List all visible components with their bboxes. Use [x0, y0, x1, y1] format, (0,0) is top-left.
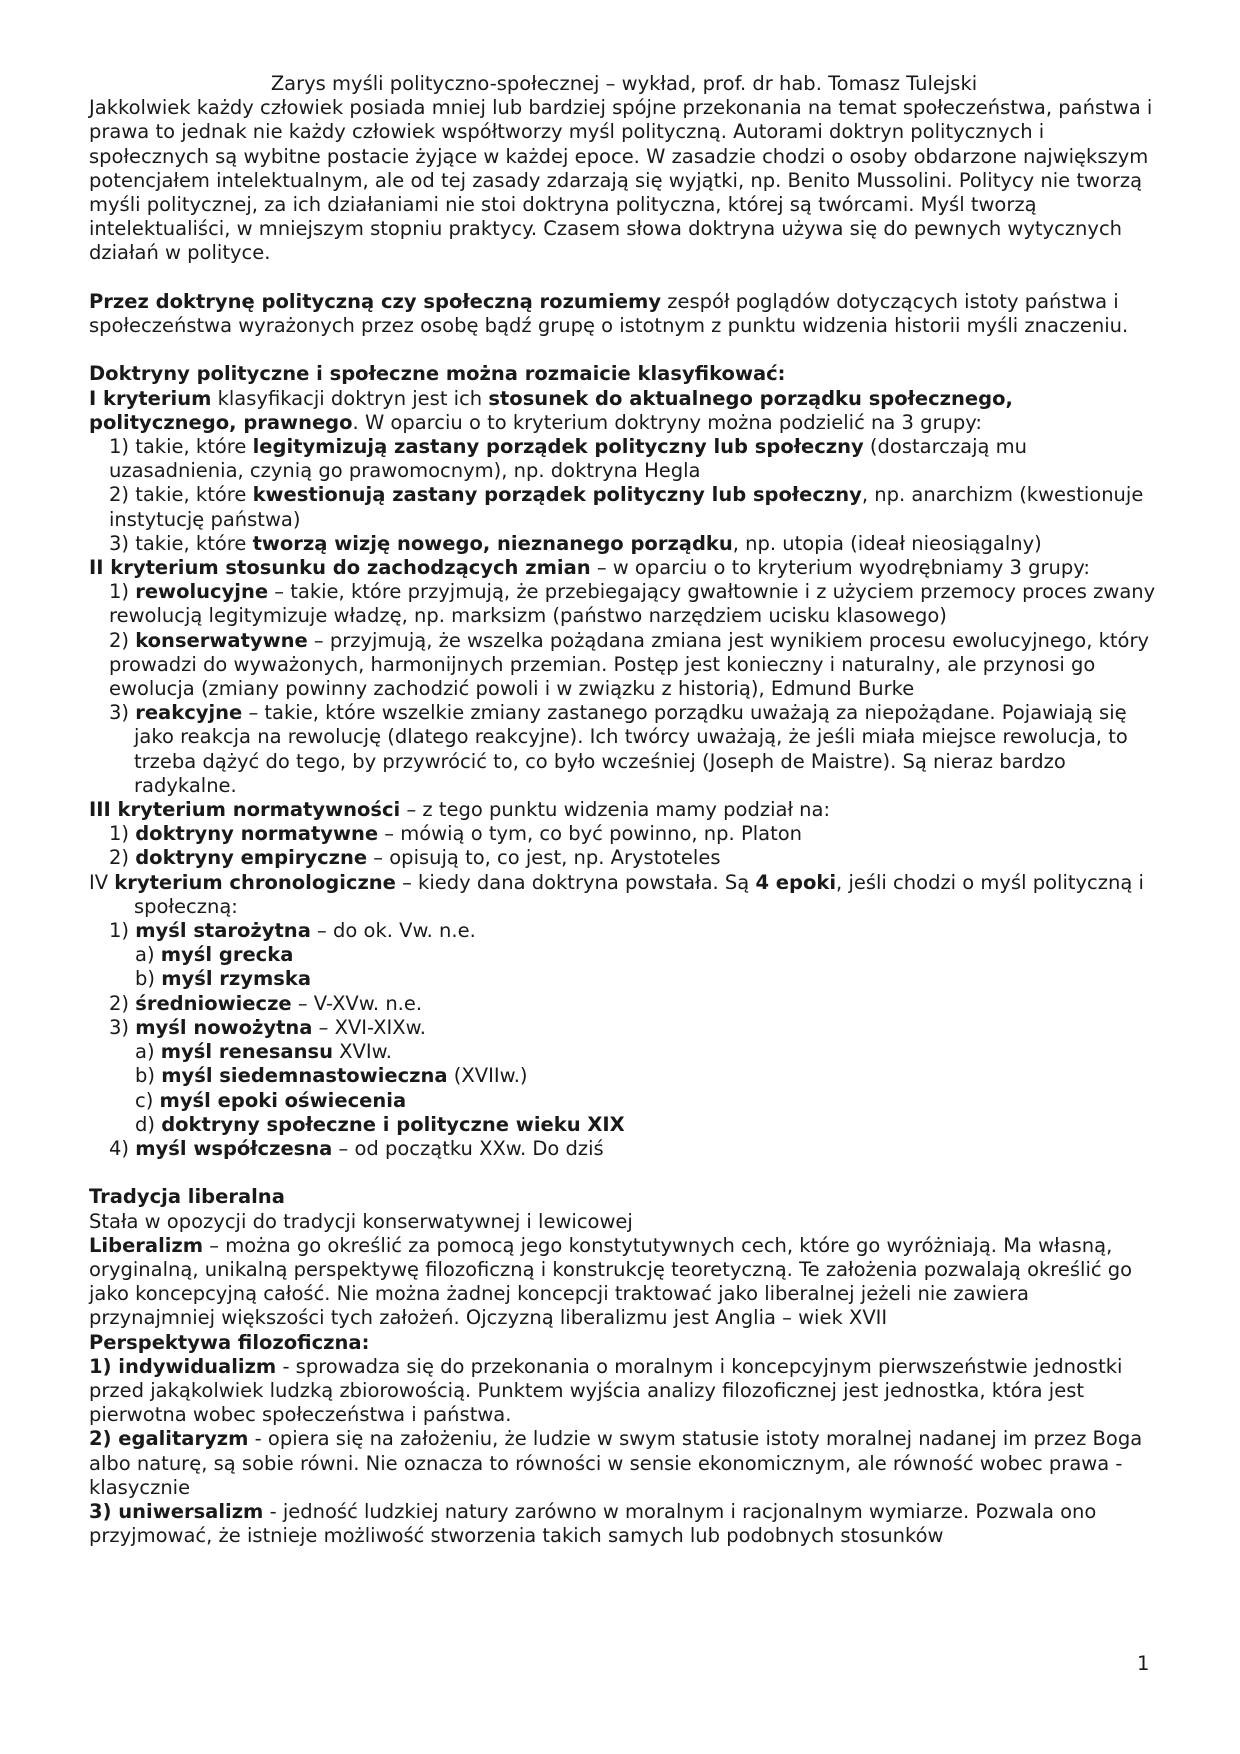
perspective-item: 3) uniwersalizm - jedność ludzkiej natury zarówno w moralnym i racjonalnym wymiarze. Pozwala ono przyjmować, że istnieje możliwość stworzenia takich samych lub podobnych stosunków [89, 1499, 1097, 1548]
spacer [89, 1161, 1159, 1185]
liberalism-paragraph: Liberalizm – można go określić za pomocą jego konstytutywnych cech, które go wyróżniają. Ma własną, oryginalną, unikalną perspektywę filozoficzną i konstrukcję teoretyczną. Te założenia pozwalają określić go jako koncepcyjną całość. Nie można żadnej koncepcji traktować jako liberalnej jeżeli nie zawiera przynajmniej większości tych założeń. Ojczyzną liberalizmu jest Anglia – wiek XVII [89, 1233, 1133, 1330]
perspective-item: 2) egalitaryzm - opiera się na założeniu, że ludzie w swym statusie istoty moralnej nadanej im przez Boga albo naturę, są sobie równi. Nie oznacza to równości w sensie ekonomicznym, ale równość wobec prawa - klasycznie [89, 1427, 1143, 1499]
section-heading: Tradycja liberalna [89, 1185, 285, 1209]
criterion-3-item: 2) doktryny empiryczne – opisują to, co jest, np. Arystoteles [109, 846, 721, 870]
definition-bold: Przez doktrynę polityczną czy społeczną rozumiemy [89, 289, 662, 313]
epoch-subitem: c) myśl epoki oświecenia [135, 1088, 407, 1112]
document-title: Zarys myśli polityczno-społecznej – wykład, prof. dr hab. Tomasz Tulejski [270, 72, 978, 95]
epoch-item: 4) myśl współczesna – od początku XXw. Do dziś [109, 1136, 604, 1160]
definition-paragraph [89, 290, 1159, 338]
epoch-subitem: a) myśl renesansu XVIw. [135, 1040, 392, 1064]
classification-heading: Doktryny polityczne i społeczne można rozmaicie klasyfikować: [89, 362, 786, 386]
spacer [89, 338, 1159, 362]
epoch-subitem: b) myśl siedemnastowieczna (XVIIw.) [135, 1064, 528, 1088]
epoch-subitem: a) myśl grecka [135, 943, 294, 967]
definition-text: zespół poglądów dotyczących istoty państwa i społeczeństwa wyrażonych przez osobę bądź grupę o istotnym z punktu widzenia historii myśli znaczeniu. [89, 289, 1129, 338]
epoch-subitem: d) doktryny społeczne i polityczne wieku XIX [135, 1112, 625, 1136]
criterion-2-item: 1) rewolucyjne – takie, które przyjmują, że przebiegający gwałtownie i z użyciem przemocy proces zwany rewolucją legitymizuje władzę, np. marksizm (państwo narzędziem ucisku klasowego) [109, 580, 1156, 628]
intro-paragraph: Jakkolwiek każdy człowiek posiada mniej lub bardziej spójne przekonania na temat społeczeństwa, państwa i prawa to jednak nie każdy człowiek współtworzy myśl polityczną. Autorami doktryn politycznych i społecznych są wybitne postacie żyjące w każdej epoce. W zasadzie chodzi o osoby obdarzone największym potencjałem intelektualnym, ale od tej zasady zdarzają się wyjątki, np. Benito Mussolini. Politycy nie tworzą myśli politycznej, za ich działaniami nie stoi doktryna polityczna, której są twórcami. Myśl tworzą intelektualiści, w mniejszym stopniu praktycy. Czasem słowa doktryna używa się do pewnych wytycznych działań w polityce. [89, 96, 1153, 265]
subsection-heading: Perspektywa filozoficzna: [89, 1330, 370, 1354]
criterion-1: I kryterium klasyfikacji doktryn jest ich stosunek do aktualnego porządku społecznego, politycznego, prawnego. W oparciu o to kryterium doktryny można podzielić na 3 grupy: [89, 386, 1013, 434]
page-number: 1 [1137, 1652, 1150, 1675]
spacer [89, 266, 1159, 290]
perspective-item: 1) indywidualizm - sprowadza się do przekonania o moralnym i koncepcyjnym pierwszeństwie jednostki przed jakąkolwiek ludzką zbiorowością. Punktem wyjścia analizy filozoficznej jest jednostka, która jest pierwotna wobec społeczeństwa i państwa. [89, 1354, 1123, 1427]
criterion-2-item: 3) reakcyjne – takie, które wszelkie zmiany zastanego porządku uważają za niepożądane. Pojawiają się jako reakcja na rewolucję (dlatego reakcyjne). Ich twórcy uważają, że jeśli miała miejsce rewolucja, to trzeba dążyć do tego, by przywrócić to, co było wcześniej (Joseph de Maistre). Są nieraz bardzo radykalne. [109, 701, 1128, 797]
criterion-2: II kryterium stosunku do zachodzących zmian – w oparciu o to kryterium wyodrębniamy 3 grupy: [89, 556, 1090, 580]
criterion-2-item: 2) konserwatywne – przyjmują, że wszelka pożądana zmiana jest wynikiem procesu ewolucyjnego, który prowadzi do wyważonych, harmonijnych przemian. Postęp jest konieczny i naturalny, ale przynosi go ewolucja (zmiany powinny zachodzić powoli i w związku z historią), Edmund Burke [109, 628, 1150, 701]
criterion-1-item: 2) takie, które kwestionują zastany porządek polityczny lub społeczny, np. anarchizm (kwestionuje instytucję państwa) [109, 483, 1144, 531]
criterion-3-item: 1) doktryny normatywne – mówią o tym, co być powinno, np. Platon [109, 822, 803, 846]
epoch-item: 3) myśl nowożytna – XVI-XIXw. [109, 1015, 426, 1039]
epoch-item: 2) średniowiecze – V-XVw. n.e. [109, 991, 423, 1015]
criterion-4: IV kryterium chronologiczne – kiedy dana doktryna powstała. Są 4 epoki, jeśli chodzi o myśl polityczną i społeczną: [89, 870, 1144, 918]
liberal-line: Stała w opozycji do tradycji konserwatywnej i lewicowej [89, 1209, 633, 1233]
criterion-1-item: 3) takie, które tworzą wizję nowego, nieznanego porządku, np. utopia (ideał nieosiągalny) [109, 531, 1042, 555]
epoch-subitem: b) myśl rzymska [135, 967, 312, 991]
criterion-3: III kryterium normatywności – z tego punktu widzenia mamy podział na: [89, 798, 831, 822]
epoch-item: 1) myśl starożytna – do ok. Vw. n.e. [109, 919, 476, 943]
page-content [89, 72, 1159, 1548]
criterion-1-item: 1) takie, które legitymizują zastany porządek polityczny lub społeczny (dostarczają mu uzasadnienia, czynią go prawomocnym), np. doktryna Hegla [109, 435, 1028, 483]
